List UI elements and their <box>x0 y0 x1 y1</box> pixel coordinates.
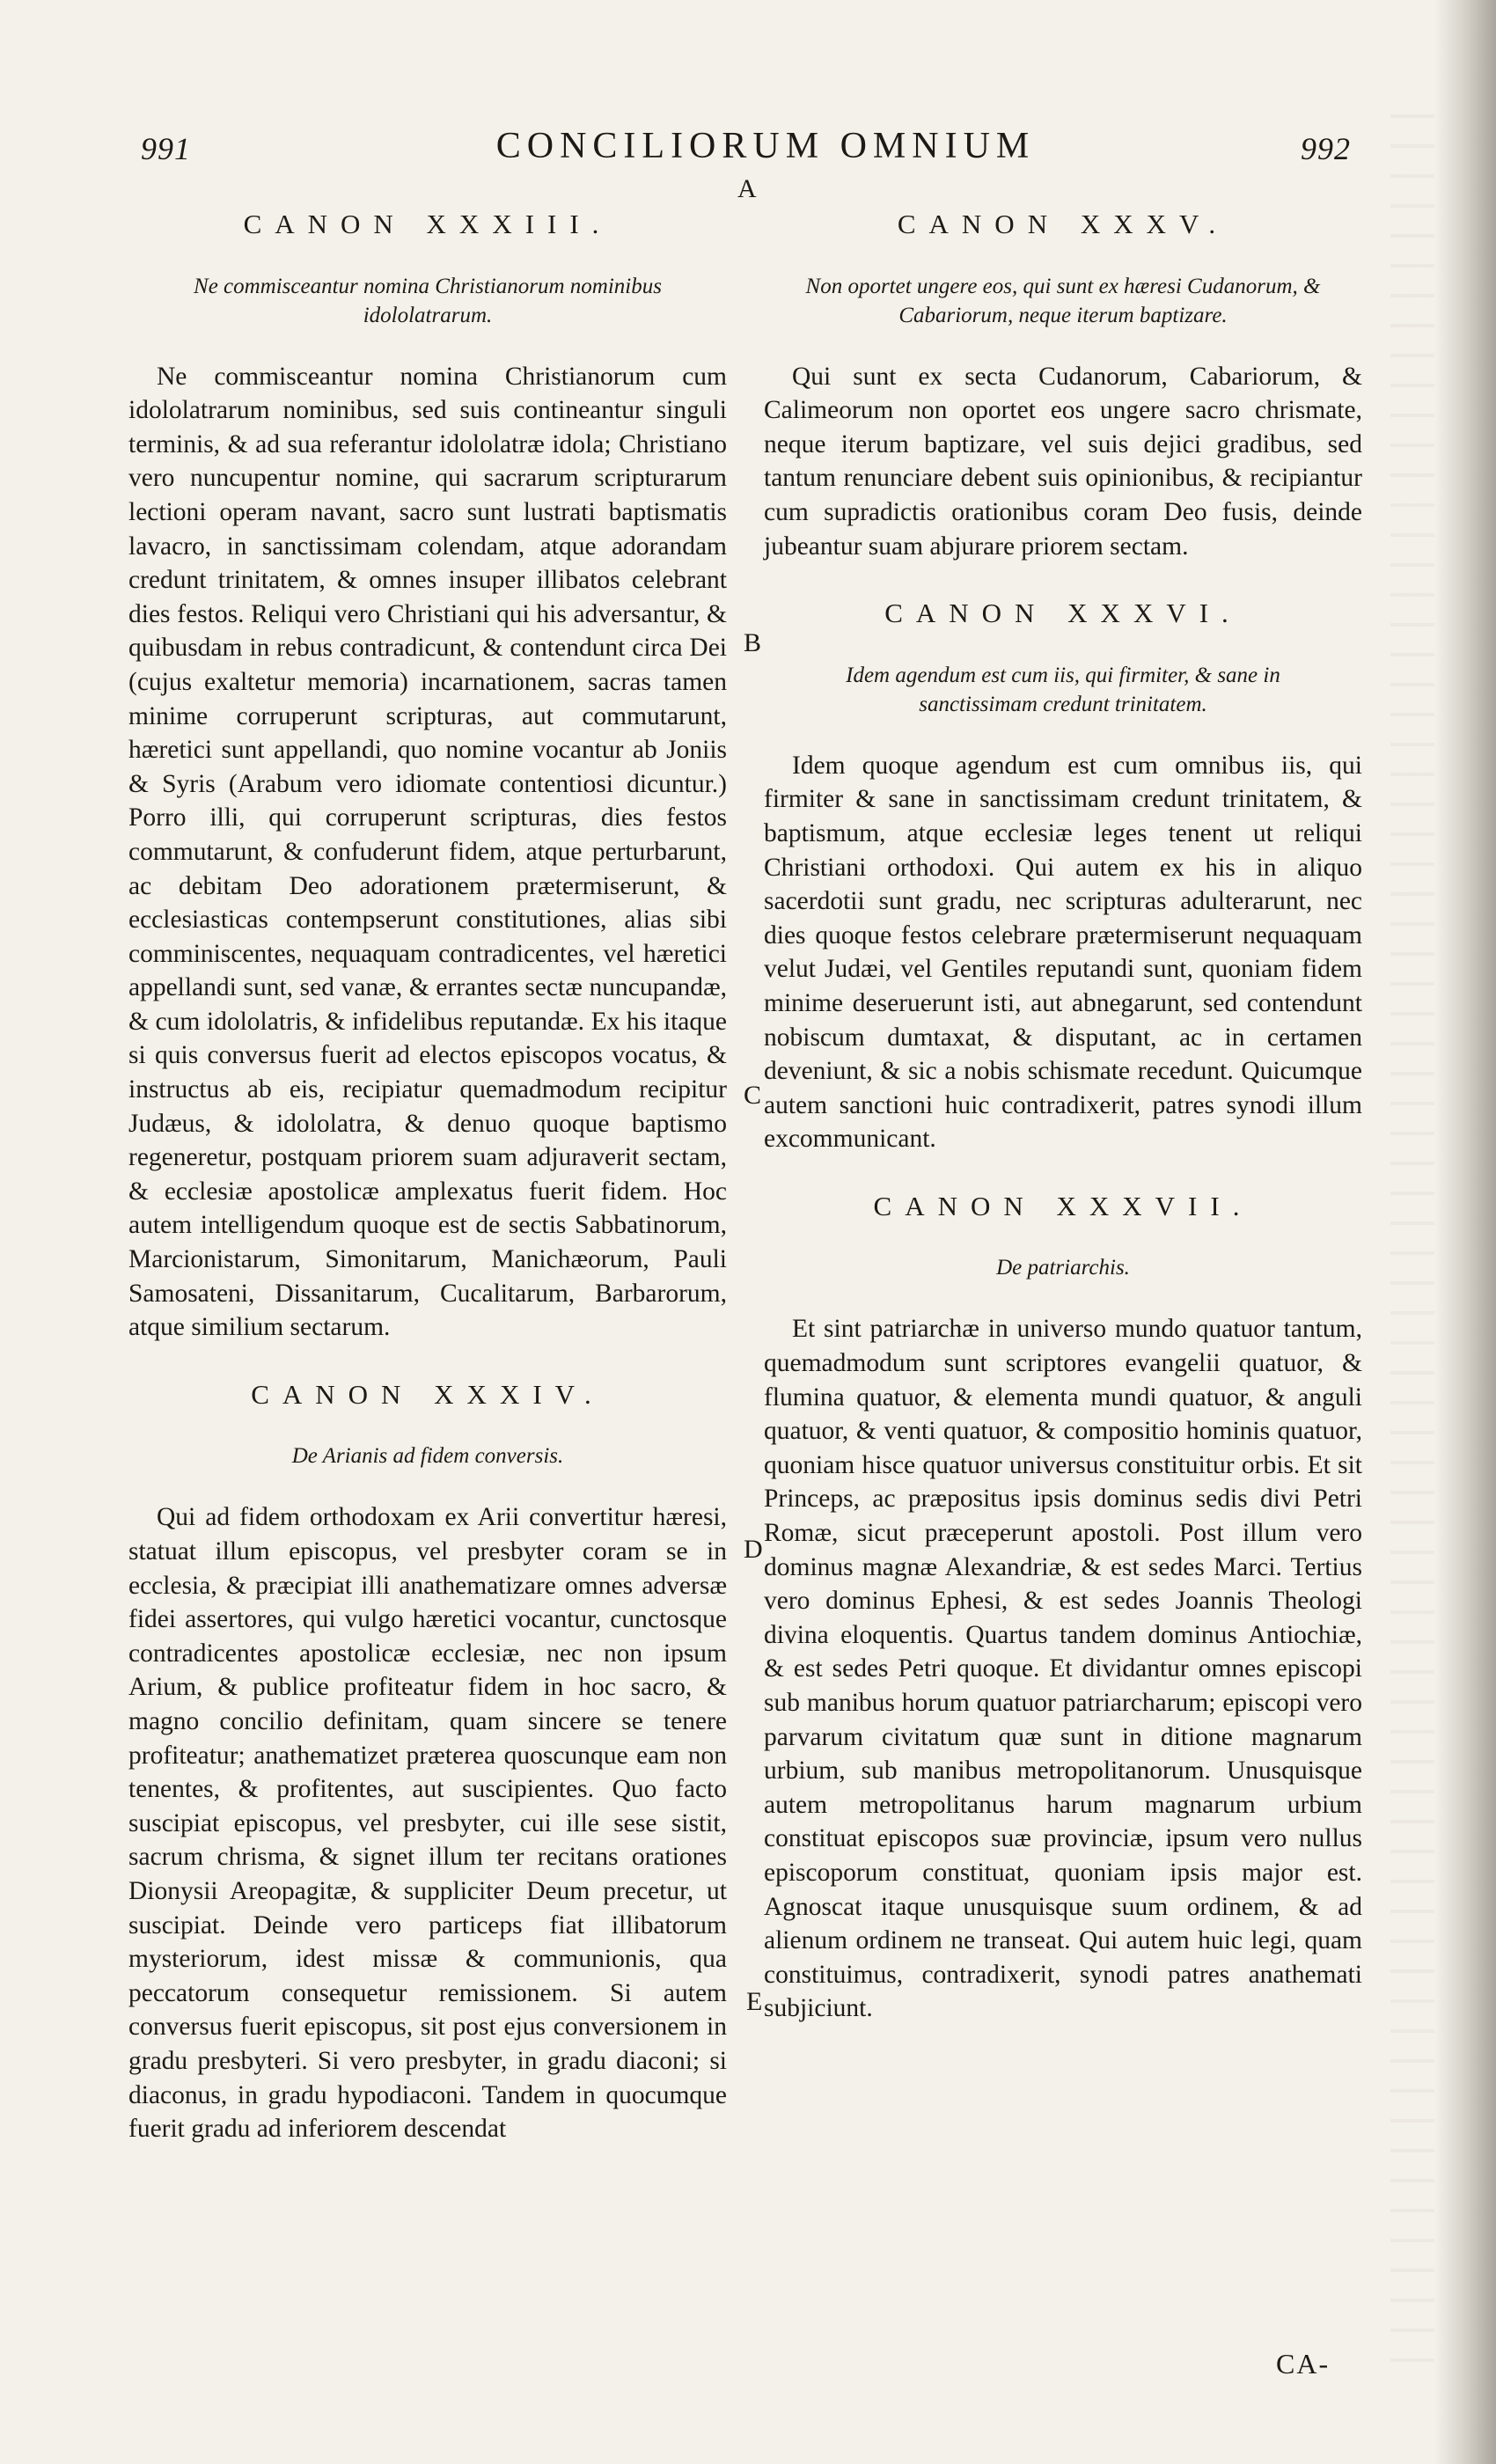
canon-subtitle: Ne commisceantur nomina Christianorum nominibus idololatrarum. <box>194 274 662 327</box>
canon-text: Qui ad fidem orthodoxam ex Arii convertitur hæresi, statuat illum episcopus, vel presbyter coram se in ecclesia, & præcipiat illi anathematizare omnes adversæ fidei assertores, qui vulgo hæretici vocantur, cunctosque contradicentes apostolicæ ecclesiæ, nec non ipsum Arium, & publice profiteatur fidem in hoc sacro, & magno concilio definitam, quam sincere se tenere profiteatur; anathematizet præterea quoscunque eam non tenentes, & profitentes, aut suscipientes. Quo facto suscipiat episcopus, vel presbyter, cui ille sese sistit, sacrum chrisma, & signet illum ter recitans orationes Dionysii Areopagitæ, & suppliciter Deum precetur, ut suscipiat. Deinde vero particeps fiat illibatorum mysteriorum, idest missæ & communionis, qua peccatorum consequetur remissionem. Si autem conversus fuerit episcopus, sit post ejus conversionem in gradu presbyteri. Si vero presbyter, in gradu diaconi; si diaconus, in gradu hypodiaconi. Tandem in quocumque fuerit gradu ad inferiorem descendat <box>128 1503 727 2144</box>
right-column <box>764 202 1362 2059</box>
canon-heading: CANON XXXV. <box>897 209 1229 239</box>
margin-letter-c: C <box>744 1081 762 1110</box>
canon-subtitle: De patriarchis. <box>996 1256 1130 1280</box>
margin-letter-b: B <box>744 628 762 657</box>
canon-text: Idem quoque agendum est cum omnibus iis, qui firmiter & sane in sanctissimam credunt trinitatem, & baptismum, atque ecclesiæ leges tenent ut reliqui Christiani orthodoxi. Qui autem ex his in aliquo sacerdotii sunt gradu, nec scripturas adulterarunt, nec dies quoque festos celebrare prætermiserunt nequaquam velut Judæi, vel Gentiles reputandi sunt, quoniam fidem minime deseruerunt isti, aut abnegarunt, sed contendunt nobiscum dumtaxat, & disputant, ac in certamen deveniunt, & sic a nobis schismate recedunt. Quicumque autem sanctioni huic contradixerit, patres synodi illum excommunicant. <box>764 751 1362 1154</box>
running-title: CONCILIORUM OMNIUM <box>495 126 1036 166</box>
page-number-left: 991 <box>141 131 191 166</box>
margin-letter-a: A <box>737 174 757 203</box>
canon-text: Et sint patriarchæ in universo mundo quatuor tantum, quemadmodum sunt scriptores evangelii quatuor, & flumina quatuor, & elementa mundi quatuor, & anguli quatuor, & venti quatuor, & compositio hominis quatuor, quoniam hisce quatuor universus constituitur orbis. Et sit Princeps, ac præpositus ipsis dominus sedis divi Petri Romæ, sicut præceperunt apostoli. Post illum vero dominus magnæ Alexandriæ, & est sedes Marci. Tertius vero dominus Ephesi, & est sedes Joannis Theologi divina eloquentis. Quartus tandem dominus Antiochiæ, & est sedes Petri quoque. Et dividantur omnes episcopi sub manibus horum quatuor patriarcharum; episcopi vero parvarum civitatum quæ sunt in ditione magnarum urbium, sub manibus metropolitanorum. Unusquisque autem metropolitanus harum magnarum urbium constituat episcopos suæ provinciæ, ipsum vero nullus episcoporum constituat, quoniam ipsis major est. Agnoscat itaque unusquisque suum ordinem, & ad alienum ordinem ne transeat. Qui autem huic legi, quam constituimus, contradixerit, synodi patres anathemati subjiciunt. <box>764 1315 1362 2023</box>
left-column <box>128 202 727 2180</box>
page-number-right: 992 <box>1301 131 1351 166</box>
margin-letter-e: E <box>746 1987 763 2016</box>
page-gutter-shadow <box>1434 0 1496 2464</box>
bleed-through-texture <box>1390 88 1434 2376</box>
canon-heading: CANON XXXVII. <box>873 1190 1253 1221</box>
canon-subtitle: De Arianis ad fidem conversis. <box>291 1444 564 1469</box>
canon-text: Ne commisceantur nomina Christianorum cum idololatrarum nominibus, sed suis contineantur singuli terminis, & ad sua referantur idololatræ idola; Christiano vero nuncupentur nomine, qui sacrarum scripturarum lectioni operam navant, sacro sunt lustrati baptismatis lavacro, in sanctissimam colendam, atque adorandam credunt trinitatem, & omnes insuper illibatos celebrant dies festos. Reliqui vero Christiani qui his adversantur, & quibusdam in rebus contradicunt, & contendunt circa Dei (cujus exaltetur memoria) incarnationem, sacras tamen minime corruperunt scripturas, aut commutarunt, hæretici sunt appellandi, quo nomine vocantur ab Joniis & Syris (Arabum vero idiomate contentiosi dicuntur.) Porro illi, qui corruperunt scripturas, dies festos commutarunt, & confuderunt fidem, atque perturbarunt, ac debitam Deo adorationem prætermiserunt, & ecclesiasticas contempserunt constitutiones, alias sibi comminiscentes, nequaquam contradicentes, vel hæretici appellandi sunt, sed vanæ, & errantes sectæ nuncupandæ, & cum idololatris, & infidelibus reputandæ. Ex his itaque si quis conversus fuerit ad electos episcopos vocatus, & instructus ab eis, recipiatur quemadmodum recipitur Judæus, & idololatra, & denuo quoque baptismo regeneretur, postquam priorem suam adjuraverit sectam, & ecclesiæ apostolicæ amplexatus fuerit fidem. Hoc autem intelligendum quoque est de sectis Sabbatinorum, Marcionistarum, Simonitarum, Manichæorum, Pauli Samosateni, Dissanitarum, Cucalitarum, Barbarorum, atque similium sectarum. <box>128 362 727 1342</box>
canon-subtitle: Non oportet ungere eos, qui sunt ex hæresi Cudanorum, & Cabariorum, neque iterum baptizare. <box>805 274 1321 327</box>
canon-subtitle: Idem agendum est cum iis, qui firmiter, & sane in sanctissimam credunt trinitatem. <box>846 663 1280 716</box>
canon-text: Qui sunt ex secta Cudanorum, Cabariorum, & Calimeorum non oportet eos ungere sacro chrismate, neque iterum baptizare, vel suis dejici gradibus, sed tantum renunciare debent suis opinionibus, & recipiantur cum supradictis orationibus coram Deo fusis, deinde jubeantur suam abjurare priorem sectam. <box>764 362 1362 561</box>
margin-letter-d: D <box>744 1535 763 1564</box>
canon-heading: CANON XXXIII. <box>243 209 612 239</box>
canon-heading: CANON XXXIV. <box>251 1378 605 1410</box>
canon-heading: CANON XXXVI. <box>884 598 1242 629</box>
catchword: CA- <box>1276 2348 1331 2380</box>
